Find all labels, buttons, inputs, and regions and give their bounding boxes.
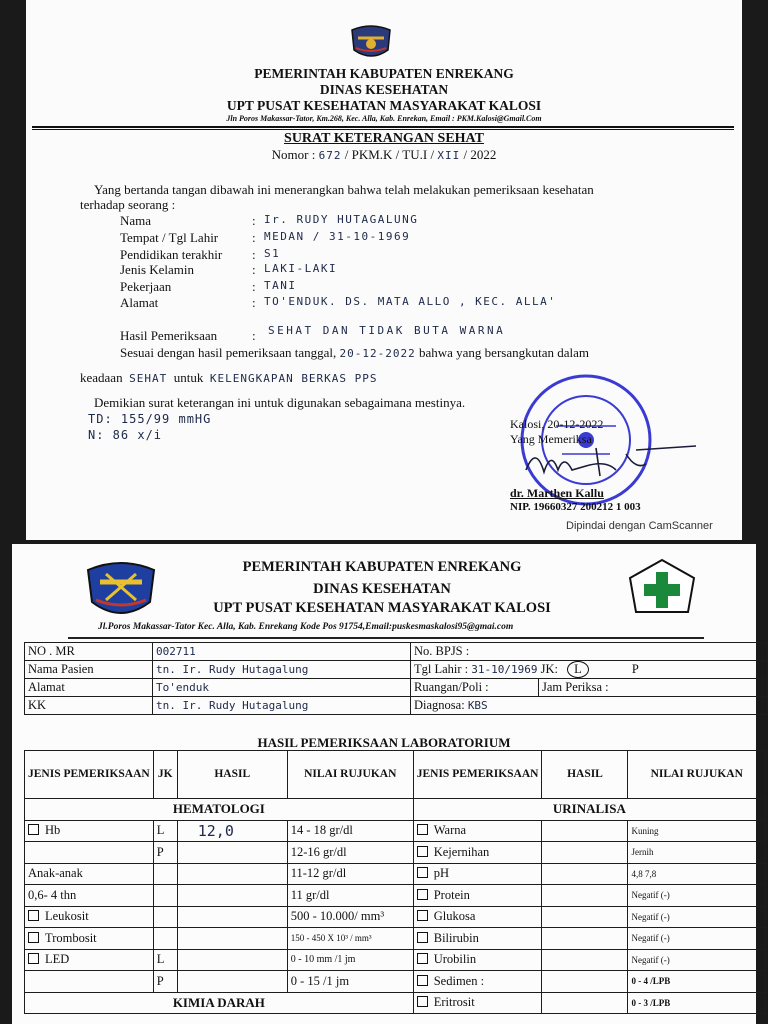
document-title: SURAT KETERANGAN SEHAT [284, 131, 484, 146]
field-value-education: S1 [264, 247, 281, 260]
col-jk: JK [153, 751, 177, 799]
col-jenis-urin: JENIS PEMERIKSAAN [413, 751, 542, 799]
checkbox-icon [417, 824, 428, 835]
header-department: DINAS KESEHATAN [313, 581, 451, 597]
table-row: LED L 0 - 10 mm /1 jm Urobilin Negatif (-) [25, 949, 766, 971]
checkbox-icon [28, 953, 39, 964]
intro-line-2: terhadap seorang : [80, 197, 176, 212]
field-value-gender: LAKI-LAKI [264, 262, 338, 275]
field-label-occupation: Pekerjaan [120, 279, 172, 294]
checkbox-icon [28, 932, 39, 943]
header-puskesmas: UPT PUSAT KESEHATAN MASYARAKAT KALOSI [226, 98, 542, 113]
exam-time-label: Jam Periksa : [539, 679, 768, 697]
gender-l-circled: L [567, 661, 589, 678]
doctor-nip: NIP. 19660327 200212 1 003 [510, 501, 641, 513]
no-mr-label: NO . MR [25, 643, 153, 661]
checkbox-icon [417, 846, 428, 857]
header-divider [32, 126, 734, 128]
checkbox-icon [28, 910, 39, 921]
field-value-name: Ir. RUDY HUTAGALUNG [264, 213, 419, 226]
col-jenis: JENIS PEMERIKSAAN [25, 751, 154, 799]
header-address: Jl.Poros Makassar-Tator Kec. Alla, Kab. Enrekang Kode Pos 91754,Email:puskesmaskalosi95@gmai.com [98, 622, 514, 632]
checkbox-icon [28, 824, 39, 835]
checkbox-icon [417, 889, 428, 900]
doctor-signature-icon [496, 440, 706, 485]
patient-id-table [24, 642, 768, 715]
field-label-education: Pendidikan terakhir [120, 247, 223, 262]
col-hasil-urin: HASIL [542, 751, 628, 799]
exam-date: 20-12-2022 [339, 347, 416, 360]
table-row: Hb L 12,0 14 - 18 gr/dl Warna Kuning [25, 820, 766, 842]
kk-label: KK [25, 697, 153, 715]
col-hasil: HASIL [177, 751, 287, 799]
header-divider [68, 637, 704, 639]
checkbox-icon [417, 867, 428, 878]
scanner-watermark: Dipindai dengan CamScanner [566, 520, 713, 532]
result-value: SEHAT DAN TIDAK BUTA WARNA [268, 324, 506, 337]
checkbox-icon [417, 953, 428, 964]
bpjs-label: No. BPJS : [411, 643, 768, 661]
checkbox-icon [417, 910, 428, 921]
field-value-address: TO'ENDUK. DS. MATA ALLO , KEC. ALLA' [264, 295, 557, 308]
enrekang-emblem-icon [348, 24, 394, 60]
lab-results-table [24, 750, 766, 1014]
keadaan-line: keadaan SEHAT untuk KELENGKAPAN BERKAS PPS [80, 370, 378, 385]
health-certificate-page: PEMERINTAH KABUPATEN ENREKANG DINAS KESEHATAN UPT PUSAT KESEHATAN MASYARAKAT KALOSI Jln Poros Makassar-Tator, Km.268, Kec. Alla, Kab. Enrekan, Email : PKM.Kalosi@Gmail.Com SURAT KETERANGAN SEHAT Nomor : 672 / PKM.K / TU.I / XII / 2022 Yang bertanda tangan dibawah ini menerangkan bahwa telah melakukan pemeriksaan kesehatan terhadap seorang : Nama : Ir. RUDY HUTAGALUNG Tempat / Tgl Lahir : MEDAN / 31-10-1969 Pendidikan terakhir : S1 Jenis Kelamin : LAKI-LAKI Pekerjaan : TANI Alamat : TO'ENDUK. DS. MATA ALLO , KEC. ALLA' Hasil Pemeriksaan : SEHAT DAN TIDAK BUTA WARNA Sesuai dengan hasil pemeriksaan tanggal, 20-12-2022 bahwa yang bersangkutan dalam keadaan SEHAT untuk KELENGKAPAN BERKAS PPS Demikian surat keterangan ini untuk digunakan sebagaimana mestinya. TD: 155/99 mmHG N: 86 x/i Kalosi, 20-12-2022 Yang Memeriksa dr. Marthen Kallu NIP. 19660327 200212 1 003 Dipindai dengan CamScanner [26, 0, 742, 540]
checkbox-icon [417, 932, 428, 943]
purpose-value: KELENGKAPAN BERKAS PPS [209, 372, 378, 385]
header-government: PEMERINTAH KABUPATEN ENREKANG [254, 66, 514, 81]
puskesmas-logo-icon [628, 558, 696, 614]
patient-name-value: tn. Ir. Rudy Hutagalung [153, 661, 411, 679]
kk-value: tn. Ir. Rudy Hutagalung [153, 697, 411, 715]
no-mr-value: 002711 [153, 643, 411, 661]
hb-result: 12,0 [177, 820, 287, 842]
section-urinalisa: URINALISA [413, 799, 765, 821]
field-label-gender: Jenis Kelamin [120, 262, 195, 277]
birth-gender-cell: Tgl Lahir : 31-10/1969 JK: L P [411, 661, 768, 679]
blood-pressure-note: TD: 155/99 mmHG [88, 412, 212, 426]
header-divider-thin [32, 129, 734, 130]
table-row: P 12-16 gr/dl Kejernihan Jernih [25, 842, 766, 864]
enrekang-emblem-icon [82, 560, 160, 620]
closing-line: Demikian surat keterangan ini untuk digunakan sebagaimana mestinya. [94, 395, 466, 410]
field-label-address: Alamat [120, 295, 159, 310]
col-nilai-urin: NILAI RUJUKAN [628, 751, 766, 799]
table-row: Anak-anak 11-12 gr/dl pH 4,8 7,8 [25, 863, 766, 885]
table-row: KIMIA DARAH Eritrosit 0 - 3 /LPB [25, 992, 766, 1014]
address-label: Alamat [25, 679, 153, 697]
header-address: Jln Poros Makassar-Tator, Km.268, Kec. Alla, Kab. Enrekan, Email : PKM.Kalosi@Gmail.Com [226, 114, 542, 123]
pulse-note: N: 86 x/i [88, 428, 163, 442]
field-label-name: Nama [120, 213, 152, 228]
lab-section-title: HASIL PEMERIKSAAN LABORATORIUM [257, 735, 511, 750]
table-row: 0,6- 4 thn 11 gr/dl Protein Negatif (-) [25, 885, 766, 907]
field-label-birth: Tempat / Tgl Lahir [120, 230, 219, 245]
sesuai-line: Sesuai dengan hasil pemeriksaan tanggal, 20-12-2022 bahwa yang bersangkutan dalam [120, 345, 590, 360]
patient-name-label: Nama Pasien [25, 661, 153, 679]
table-row: Trombosit 150 - 450 X 10³ / mm³ Bilirubin Negatif (-) [25, 928, 766, 950]
field-value-birth: MEDAN / 31-10-1969 [264, 230, 411, 243]
header-puskesmas: UPT PUSAT KESEHATAN MASYARAKAT KALOSI [213, 600, 551, 616]
lab-result-page [12, 544, 756, 1024]
diagnosis-cell: Diagnosa: KBS [411, 697, 768, 715]
checkbox-icon [417, 975, 428, 986]
section-hematologi: HEMATOLOGI [25, 799, 414, 821]
place-date: Kalosi, 20-12-2022 [510, 417, 604, 431]
intro-line-1: Yang bertanda tangan dibawah ini menerangkan bahwa telah melakukan pemeriksaan kesehatan [94, 182, 594, 197]
document-number: Nomor : 672 / PKM.K / TU.I / XII / 2022 [271, 147, 497, 162]
header-government: PEMERINTAH KABUPATEN ENREKANG [242, 559, 522, 575]
room-label: Ruangan/Poli : [411, 679, 539, 697]
doctor-name: dr. Marthen Kallu [510, 486, 604, 500]
table-row: Leukosit 500 - 10.000/ mm³ Glukosa Negatif (-) [25, 906, 766, 928]
field-value-occupation: TANI [264, 279, 297, 292]
col-nilai: NILAI RUJUKAN [287, 751, 413, 799]
section-kimia-darah: KIMIA DARAH [25, 992, 414, 1014]
table-row: P 0 - 15 /1 jm Sedimen : 0 - 4 /LPB [25, 971, 766, 993]
address-value: To'enduk [153, 679, 411, 697]
header-department: DINAS KESEHATAN [319, 82, 449, 97]
result-label: Hasil Pemeriksaan [120, 328, 218, 343]
checkbox-icon [417, 996, 428, 1007]
examiner-label: Yang Memeriksa [510, 432, 592, 446]
